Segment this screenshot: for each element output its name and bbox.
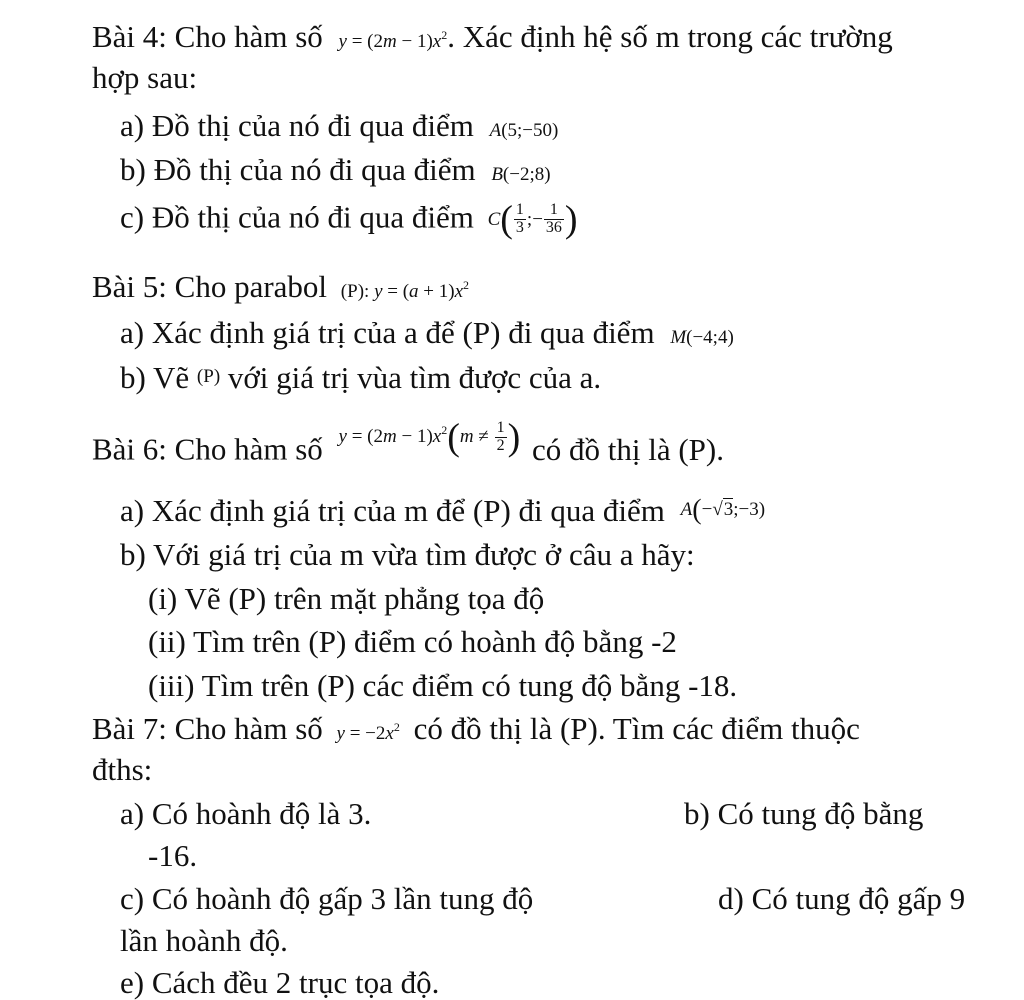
point-b: B(−2;8) (491, 164, 551, 185)
bai7-item-a: a) Có hoành độ là 3. (120, 796, 372, 831)
point-c: C( $\frac{1}{3}$ ;− $\frac{1}{36}$ ) (487, 198, 578, 241)
bai7-item-e: e) Cách đều 2 trục tọa độ. (120, 965, 440, 1000)
bai6-item-iii: (iii) Tìm trên (P) các điểm có tung độ bằng -18. (148, 668, 738, 703)
bai4-item-c: c) Đồ thị của nó đi qua điểm C( $\frac{1}{3}$ ;− $\frac{1}{36}$ ) (120, 198, 578, 241)
bai7-intro-line2: đths: (92, 752, 153, 787)
bai6-formula: $y = (2m - 1)x^2(m$ ≠ $\frac{1}{2}$ ) (338, 416, 521, 459)
bai7-item-d: d) Có tung độ gấp 9 (718, 881, 966, 916)
bai6-item-b: b) Với giá trị của m vừa tìm được ở câu a hãy: (120, 537, 695, 572)
bai7-item-d-cont: lần hoành độ. (120, 923, 288, 958)
bai6-intro-line: Bài 6: Cho hàm số $y = (2m - 1)x^2(m$ ≠ $\frac{1}{2}$ ) có đồ thị là (P). (92, 416, 724, 467)
bai4-intro-line (92, 21, 893, 52)
bai4-intro-end: . Xác định hệ số m trong các trường (447, 19, 893, 54)
bai7-intro-line: Bài 7: Cho hàm số $y = -2x^2$ có đồ thị là (P). Tìm các điểm thuộc (92, 711, 860, 746)
bai7-formula: $y = -2x^2$ (336, 720, 400, 744)
bai6-item-ii: (ii) Tìm trên (P) điểm có hoành độ bằng -2 (148, 624, 677, 659)
bai6-item-a: a) Xác định giá trị của m để (P) đi qua điểm A(−√3;−3) (120, 493, 766, 528)
bai5-item-b: b) Vẽ (P) với giá trị vùa tìm được của a. (120, 360, 602, 395)
bai7-item-c: c) Có hoành độ gấp 3 lần tung độ (120, 881, 534, 916)
bai4-item-b: b) Đồ thị của nó đi qua điểm B(−2;8) (120, 152, 551, 187)
point-a: A(5;−50) (489, 120, 559, 141)
point-m: M(−4;4) (670, 327, 734, 348)
bai5-formula: (P): $y = (a + 1)x^2$ (340, 278, 470, 302)
bai4-item-a: a) Đồ thị của nó đi qua điểm A(5;−50) (120, 108, 559, 143)
bai7-item-b-cont: -16. (148, 838, 198, 873)
bai5-item-a: a) Xác định giá trị của a để (P) đi qua điểm M(−4;4) (120, 315, 734, 350)
point-a-sqrt: A(−√3;−3) (680, 494, 766, 526)
bai6-item-i: (i) Vẽ (P) trên mặt phẳng tọa độ (148, 581, 545, 616)
bai7-item-b: b) Có tung độ bằng (684, 796, 924, 831)
bai4-intro: Bài 4: Cho hàm số (92, 19, 323, 54)
bai4-intro-line2: hợp sau: (92, 60, 198, 95)
bai5-intro-line: Bài 5: Cho parabol (P): $y = (a + 1)x^2$ (92, 269, 470, 304)
bai4-formula: $y = (2m - 1)x^2$ (338, 28, 448, 52)
